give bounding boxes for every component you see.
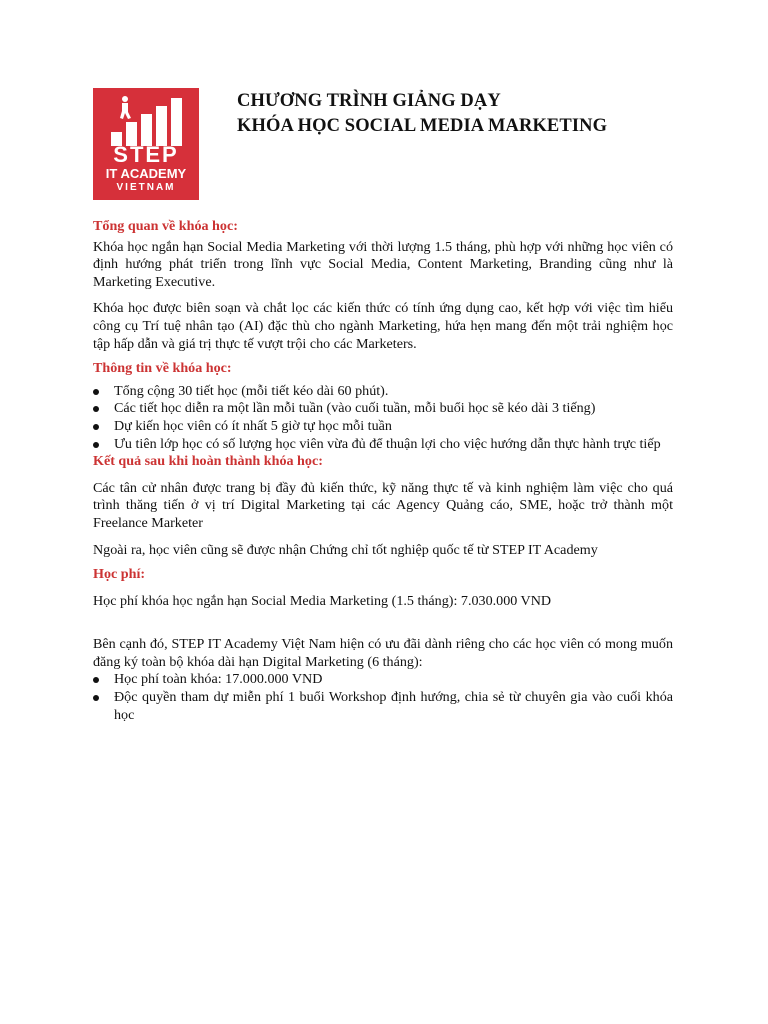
fees-list-item: Học phí toàn khóa: 17.000.000 VND <box>93 671 673 689</box>
info-list-item: Ưu tiên lớp học có số lượng học viên vừa đủ để thuận lợi cho việc hướng dẫn thực hành trực tiếp <box>93 436 673 454</box>
logo-bar-5 <box>171 98 182 146</box>
overview-paragraph-2: Khóa học được biên soạn và chắt lọc các kiến thức có tính ứng dụng cao, kết hợp với việc tìm hiểu công cụ Trí tuệ nhân tạo (AI) đặc thù cho ngành Marketing, hứa hẹn mang đến một trải nghiệm học tập hấp dẫn và giá trị thực tế vượt trội cho các Marketers. <box>93 300 673 352</box>
info-list-item: Các tiết học diễn ra một lần mỗi tuần (vào cuối tuần, mỗi buổi học sẽ kéo dài 3 tiếng) <box>93 400 673 418</box>
overview-heading: Tổng quan về khóa học: <box>93 218 238 234</box>
results-paragraph-1: Các tân cử nhân được trang bị đầy đủ kiến thức, kỹ năng thực tế và kinh nghiệm làm việc cho quá trình thăng tiến ở vị trí Digital Marketing tại các Agency Quảng cáo, SME, hoặc trở thành một Freelance Marketer <box>93 479 673 531</box>
info-list-item: Dự kiến học viên có ít nhất 5 giờ tự học mỗi tuần <box>93 418 673 436</box>
document-title <box>237 89 717 139</box>
fees-paragraph-1: Học phí khóa học ngắn hạn Social Media Marketing (1.5 tháng): 7.030.000 VND <box>93 592 552 609</box>
step-it-academy-logo <box>93 88 199 200</box>
info-heading: Thông tin về khóa học: <box>93 360 232 377</box>
logo-text-step: STEP <box>113 142 179 167</box>
overview-paragraph-1: Khóa học ngắn hạn Social Media Marketing với thời lượng 1.5 tháng, phù hợp với những học viên có định hướng phát triển trong lĩnh vực Social Media, Content Marketing, Branding cũng như là Marketing Executive. <box>93 238 673 290</box>
logo-text-it-academy: IT ACADEMY <box>105 166 187 181</box>
title-line-1: CHƯƠNG TRÌNH GIẢNG DẠY <box>237 91 501 111</box>
fees-paragraph-2: Bên cạnh đó, STEP IT Academy Việt Nam hiện có ưu đãi dành riêng cho các học viên có mong muốn đăng ký toàn bộ khóa dài hạn Digital Marketing (6 tháng): <box>93 636 673 670</box>
fees-heading: Học phí: <box>93 566 146 583</box>
logo-bar-4 <box>156 106 167 146</box>
climbing-person-icon <box>120 96 131 119</box>
document-body <box>93 218 673 724</box>
results-heading: Kết quả sau khi hoàn thành khóa học: <box>93 453 323 470</box>
title-line-2: KHÓA HỌC SOCIAL MEDIA MARKETING <box>237 116 608 136</box>
logo-graphic <box>93 88 199 200</box>
fees-list <box>93 671 673 724</box>
logo-text-vietnam: VIETNAM <box>116 182 176 193</box>
info-list <box>93 383 673 453</box>
results-paragraph-2: Ngoài ra, học viên cũng sẽ được nhận Chứng chỉ tốt nghiệp quốc tế từ STEP IT Academy <box>93 541 598 558</box>
info-list-item: Tổng cộng 30 tiết học (mỗi tiết kéo dài 60 phút). <box>93 383 673 401</box>
fees-list-item: Độc quyền tham dự miễn phí 1 buổi Workshop định hướng, chia sẻ từ chuyên gia vào cuối khóa học <box>93 689 673 724</box>
